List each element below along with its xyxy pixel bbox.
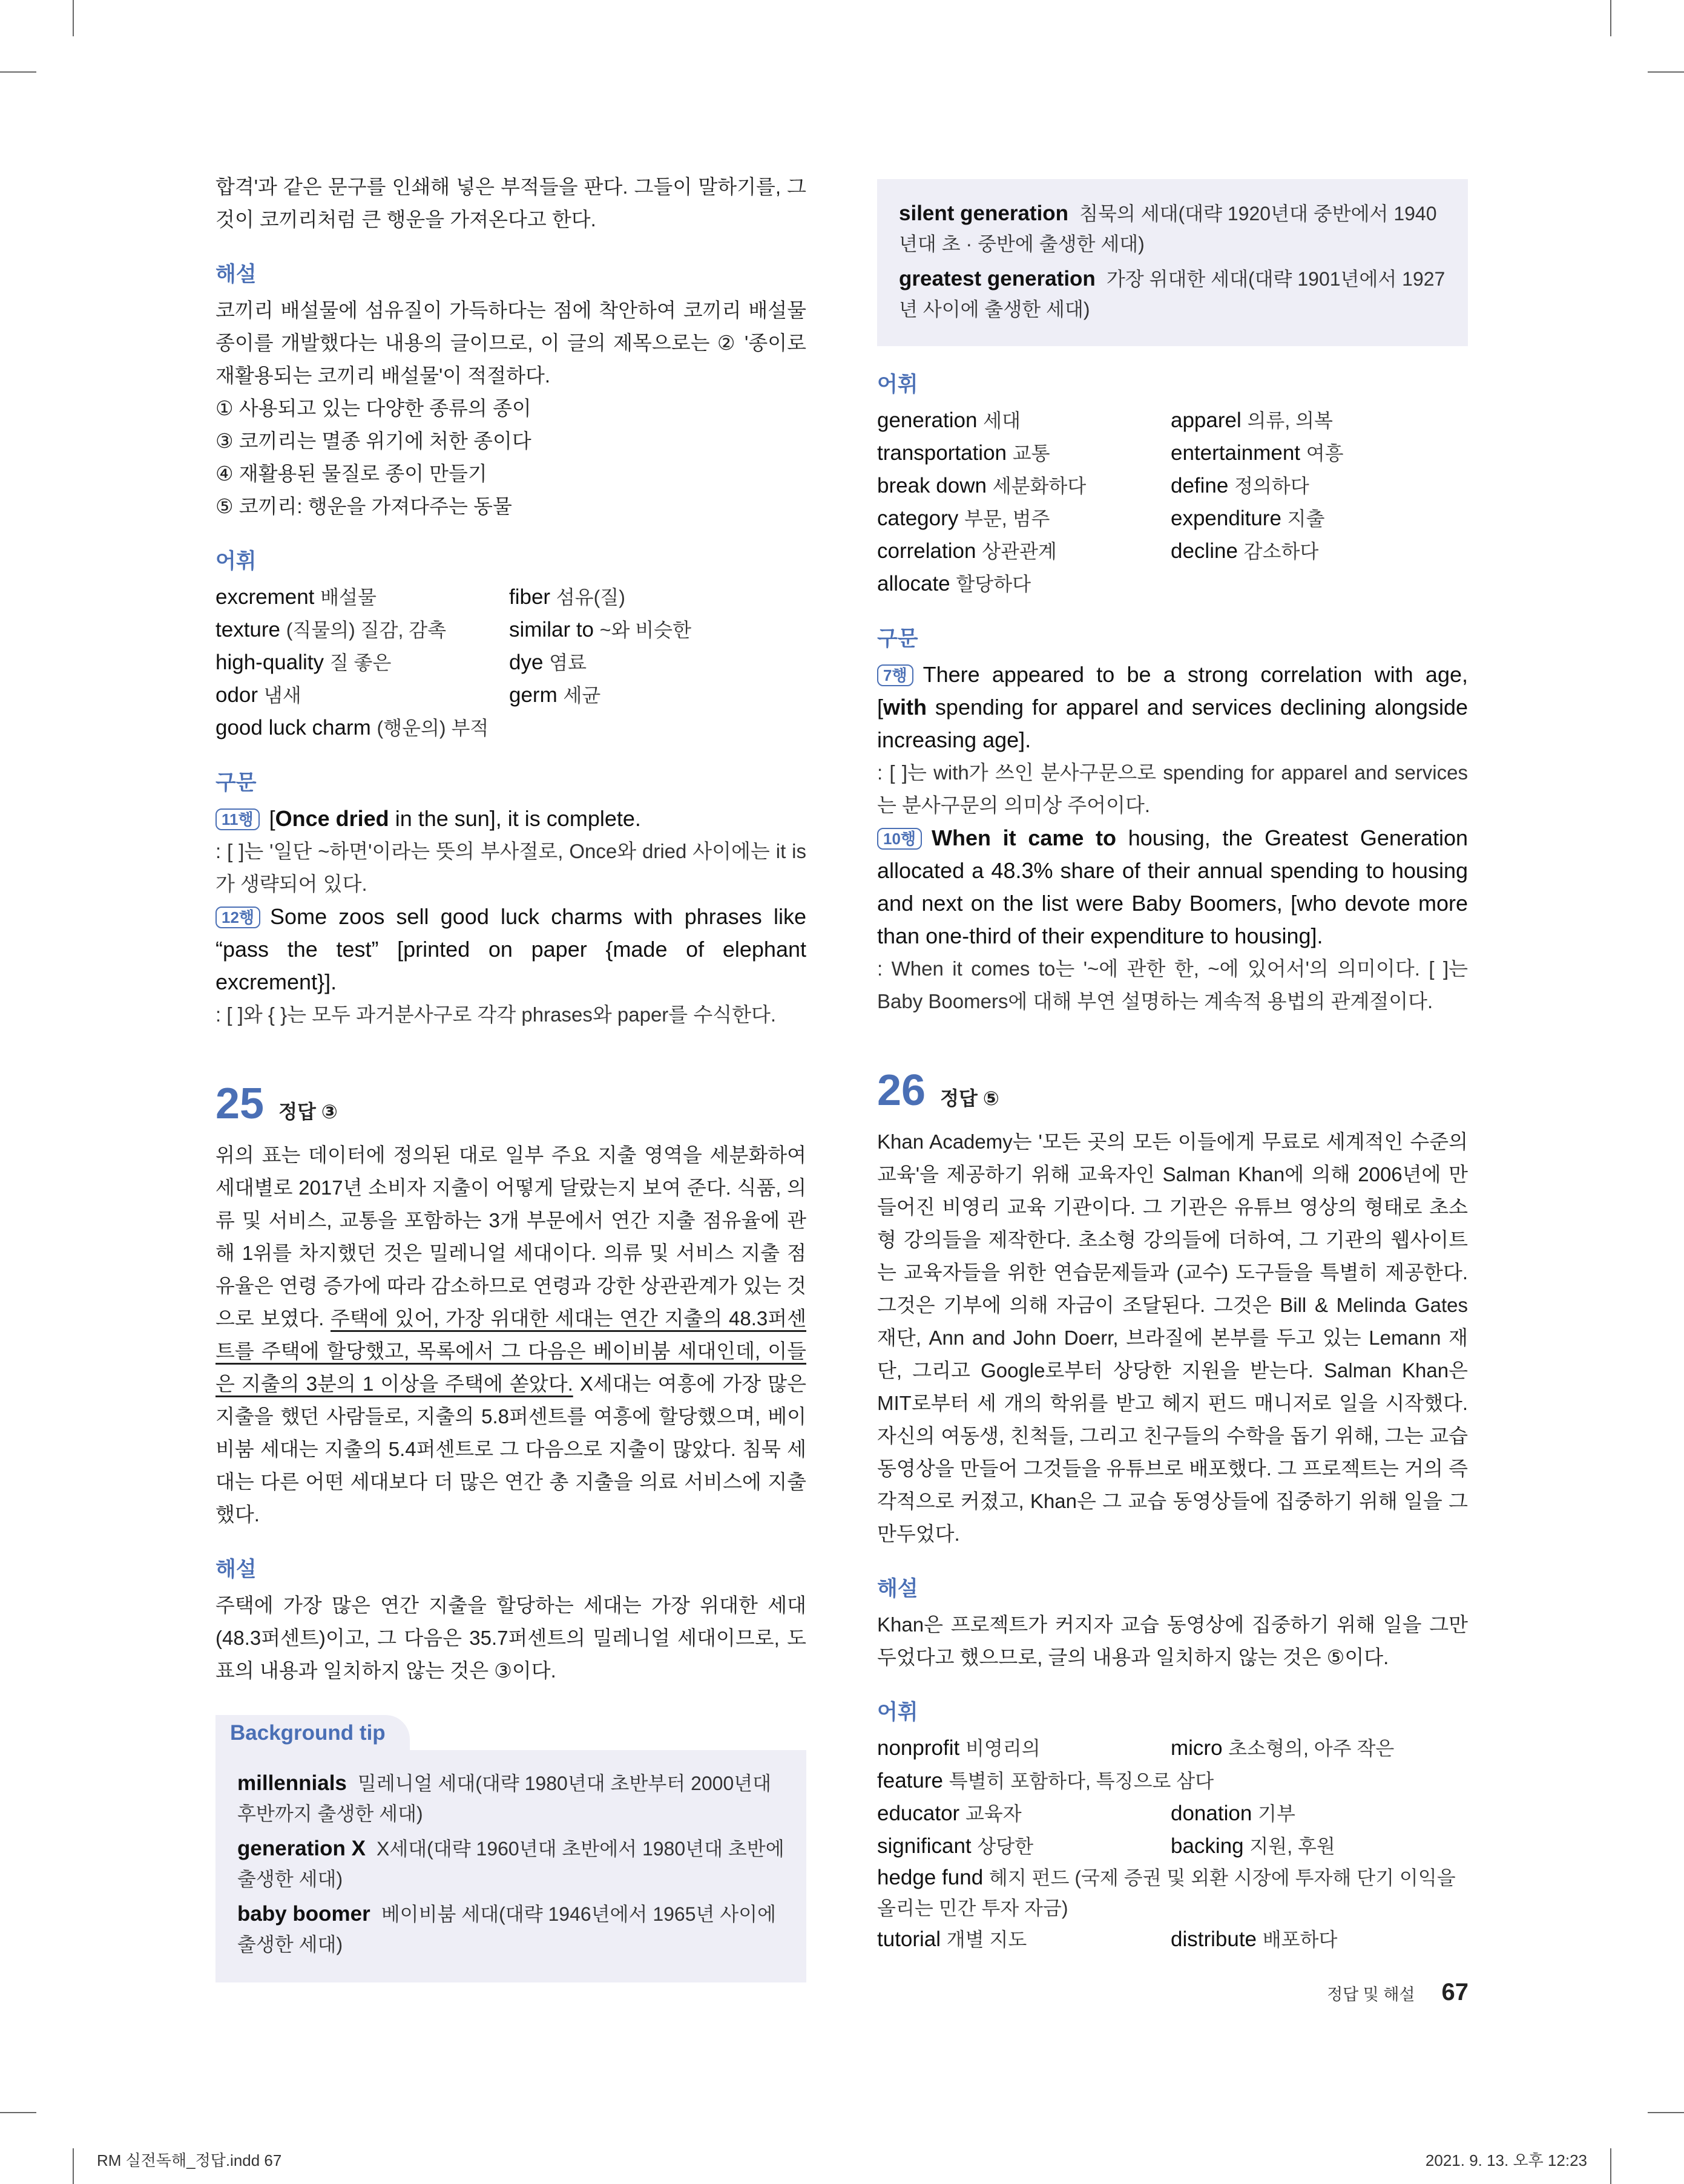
- vocab-term: break down: [877, 474, 987, 497]
- syntax-example: [877, 822, 1468, 953]
- line-badge: 10행: [877, 828, 922, 850]
- syntax-text: [: [269, 806, 275, 831]
- vocab-item: [1171, 1797, 1468, 1830]
- question-header: [215, 1080, 806, 1128]
- crop-mark: [1648, 2112, 1684, 2113]
- explanation-heading: 해설: [215, 263, 257, 286]
- vocab-term: excrement: [215, 585, 315, 609]
- vocab-meaning: 섬유(질): [556, 586, 625, 608]
- vocab-meaning: 세분화하다: [992, 475, 1087, 497]
- vocab-item: [215, 679, 509, 712]
- vocab-term: fiber: [509, 585, 551, 609]
- underlined-sentence: 주택에 있어, 가장 위대한 세대는 연간 지출의 48.3퍼센트를 주택에 할당했고, 목록에서 그 다음은 베이비붐 세대인데, 이들은 지출의 3분의 1 이상을 주택에 쏟았다.: [215, 1307, 806, 1395]
- vocab-list: [877, 404, 1468, 600]
- vocab-meaning: 염료: [549, 652, 587, 674]
- crop-mark: [0, 71, 36, 73]
- vocab-meaning: 교육자: [965, 1803, 1022, 1825]
- crop-mark: [1610, 0, 1611, 36]
- vocab-term: educator: [877, 1802, 960, 1825]
- vocab-item: [215, 646, 509, 679]
- vocab-meaning: ~와 비슷한: [599, 619, 691, 641]
- tip-term: greatest generation: [899, 267, 1096, 290]
- vocab-meaning: (행운의) 부적: [377, 717, 489, 739]
- vocab-meaning: 배포하다: [1262, 1929, 1338, 1950]
- tip-term: generation X: [237, 1837, 366, 1860]
- translation-body: Khan Academy는 '모든 곳의 모든 이들에게 무료로 세계적인 수준의 교육'을 제공하기 위해 교육자인 Salman Khan에 의해 2006년에 만들어진 비영리 교육 기관이다. 그 기관은 유튜브 영상의 형태로 초소형 강의들을 제작한다. 초소형 강의들에 더하여, 그 기관의 웹사이트는 교육자들을 위한 연습문제들과 (교수) 도구들을 특별히 제공한다. 그것은 기부에 의해 자금이 조달된다. 그것은 Bill & Melinda Gates 재단, Ann and John Doerr, 브라질에 본부를 두고 있는 Lemann 재단, 그리고 Google로부터 상당한 지원을 받는다. Salman Khan은 MIT로부터 세 개의 학위를 받고 헤지 펀드 매니저로 일을 시작했다. 자신의 여동생, 친척들, 그리고 친구들의 수학을 돕기 위해, 그는 교습 동영상을 만들어 그것들을 유튜브로 배포했다. 그 프로젝트는 거의 즉각적으로 커졌고, Khan은 그 교습 동영상들에 집중하기 위해 일을 그만두었다.: [877, 1130, 1468, 1545]
- vocab-term: expenditure: [1171, 507, 1281, 530]
- tip-item: [237, 1899, 784, 1959]
- vocab-term: allocate: [877, 572, 950, 595]
- vocab-meaning: 교통: [1012, 442, 1050, 464]
- vocab-item: [1171, 502, 1468, 535]
- vocab-item: [877, 535, 1171, 568]
- tip-term: silent generation: [899, 202, 1069, 225]
- vocab-meaning: 배설물: [320, 586, 377, 608]
- vocab-term: generation: [877, 408, 978, 432]
- syntax-note: : [ ]는 '일단 ~하면'이라는 뜻의 부사절로, Once와 dried 사이에는 it is가 생략되어 있다.: [215, 840, 806, 895]
- option-item: ④ 재활용된 물질로 종이 만들기: [215, 462, 487, 485]
- tip-item: [899, 264, 1446, 324]
- vocab-heading: 어휘: [877, 1700, 918, 1724]
- vocab-meaning: 초소형의, 아주 작은: [1228, 1737, 1395, 1759]
- vocab-item: [877, 1732, 1171, 1765]
- vocab-term: significant: [877, 1834, 972, 1858]
- vocab-meaning: 상당한: [977, 1835, 1034, 1857]
- tip-term: millennials: [237, 1771, 347, 1795]
- syntax-text: in the sun], it is complete.: [389, 806, 641, 831]
- vocab-meaning: 지원, 후원: [1249, 1835, 1335, 1857]
- explanation-heading: 해설: [877, 1577, 918, 1601]
- question-number: 25: [215, 1080, 265, 1128]
- option-item: ⑤ 코끼리: 행운을 가져다주는 동물: [215, 495, 512, 517]
- vocab-meaning: (직물의) 질감, 감촉: [286, 619, 447, 641]
- vocab-meaning: 질 좋은: [329, 652, 392, 674]
- vocab-meaning: 감소하다: [1243, 540, 1319, 562]
- tip-desc: X세대(대략 1960년대 초반에서 1980년대 초반에 출생한 세대): [237, 1838, 784, 1890]
- translation-body: [215, 1139, 806, 1531]
- vocab-meaning: 할당하다: [956, 573, 1031, 595]
- vocab-item: [877, 404, 1171, 437]
- syntax-text: spending for apparel and services declining alongside increasing age].: [877, 695, 1468, 752]
- vocab-item: [1171, 1923, 1468, 1956]
- explanation-body: Khan은 프로젝트가 커지자 교습 동영상에 집중하기 위해 일을 그만두었다고 했으므로, 글의 내용과 일치하지 않는 것은 ⑤이다.: [877, 1613, 1468, 1668]
- vocab-meaning: 정의하다: [1234, 475, 1309, 497]
- tip-desc: 베이비붐 세대(대략 1946년에서 1965년 사이에 출생한 세대): [237, 1903, 777, 1955]
- vocab-term: define: [1171, 474, 1229, 497]
- tip-term: baby boomer: [237, 1902, 370, 1926]
- crop-mark: [0, 2112, 36, 2113]
- tip-desc: 침묵의 세대(대략 1920년대 중반에서 1940년대 초 · 중반에 출생한 세대): [899, 203, 1437, 255]
- vocab-term: feature: [877, 1769, 943, 1792]
- explanation-heading: 해설: [215, 1558, 257, 1581]
- vocab-item: [509, 581, 806, 614]
- vocab-item: [1171, 535, 1468, 568]
- tip-item: [899, 198, 1446, 259]
- vocab-term: tutorial: [877, 1927, 941, 1951]
- vocab-heading: 어휘: [215, 549, 257, 573]
- vocab-meaning: 개별 지도: [946, 1929, 1027, 1950]
- vocab-item: [877, 1797, 1171, 1830]
- crop-mark: [73, 0, 74, 36]
- syntax-example: [215, 802, 806, 835]
- vocab-item: [877, 1863, 1468, 1923]
- footer-label: 정답 및 해설: [1327, 1986, 1415, 2004]
- vocab-term: hedge fund: [877, 1866, 984, 1889]
- syntax-heading: 구문: [215, 771, 257, 795]
- vocab-meaning: 상관관계: [982, 540, 1057, 562]
- syntax-bold: Once dried: [275, 806, 389, 831]
- crop-mark: [73, 2148, 74, 2184]
- vocab-item: [877, 470, 1171, 502]
- syntax-note: : [ ]와 { }는 모두 과거분사구로 각각 phrases와 paper를 수식한다.: [215, 1003, 777, 1026]
- syntax-example: [877, 658, 1468, 756]
- tip-item: [237, 1834, 784, 1894]
- background-tip-title: Background tip: [215, 1715, 410, 1750]
- option-list: [215, 392, 806, 523]
- explanation-body: 주택에 가장 많은 연간 지출을 할당하는 세대는 가장 위대한 세대(48.3퍼센트)이고, 그 다음은 35.7퍼센트의 밀레니얼 세대이므로, 도표의 내용과 일치하지 않는 것은 ③이다.: [215, 1594, 806, 1682]
- vocab-term: micro: [1171, 1736, 1223, 1760]
- vocab-term: backing: [1171, 1834, 1244, 1858]
- vocab-item: [877, 568, 1468, 600]
- vocab-term: high-quality: [215, 651, 324, 674]
- vocab-item: [1171, 404, 1468, 437]
- vocab-term: donation: [1171, 1802, 1252, 1825]
- vocab-item: [877, 437, 1171, 470]
- vocab-meaning: 지출: [1287, 508, 1325, 530]
- vocab-term: nonprofit: [877, 1736, 960, 1760]
- vocab-item: [1171, 1732, 1468, 1765]
- line-badge: 11행: [215, 808, 260, 830]
- syntax-heading: 구문: [877, 627, 918, 651]
- syntax-text: There appeared to be a strong correlation with age, [: [877, 662, 1468, 720]
- question-number: 26: [877, 1066, 926, 1115]
- vocab-item: [877, 1765, 1468, 1797]
- left-column: [215, 168, 806, 1982]
- slug-filename: RM 실전독해_정답.indd 67: [97, 2151, 282, 2169]
- vocab-term: entertainment: [1171, 441, 1301, 465]
- vocab-term: similar to: [509, 618, 594, 641]
- tip-desc: 가장 위대한 세대(대략 1901년에서 1927년 사이에 출생한 세대): [899, 268, 1446, 320]
- vocab-item: [1171, 437, 1468, 470]
- vocab-item: [509, 614, 806, 646]
- vocab-item: [877, 1830, 1171, 1863]
- background-tip-box: [215, 1750, 806, 1982]
- vocab-item: [215, 581, 509, 614]
- vocab-item: [877, 1923, 1171, 1956]
- tip-desc: 밀레니얼 세대(대략 1980년대 초반부터 2000년대 후반까지 출생한 세대): [237, 1772, 772, 1825]
- vocab-term: texture: [215, 618, 280, 641]
- vocab-item: [1171, 470, 1468, 502]
- syntax-note: : When it comes to는 '~에 관한 한, ~에 있어서'의 의미이다. [ ]는 Baby Boomers에 대해 부연 설명하는 계속적 용법의 관계절이다.: [877, 957, 1468, 1012]
- option-item: ③ 코끼리는 멸종 위기에 처한 종이다: [215, 430, 531, 452]
- question-header: [877, 1066, 1468, 1115]
- vocab-meaning: 세대: [983, 410, 1021, 431]
- syntax-text: housing, the Greatest Generation allocated a 48.3% share of their annual spending to housing and next on the list were Baby Boomers, [who devote more than one-third of their expenditure to housing].: [877, 825, 1469, 948]
- answer-label: 정답 ③: [278, 1101, 338, 1123]
- syntax-text: Some zoos sell good luck charms with phrases like “pass the test” [printed on paper {made of elephant excrement}].: [215, 904, 806, 994]
- line-badge: 7행: [877, 664, 913, 686]
- syntax-note: : [ ]는 with가 쓰인 분사구문으로 spending for apparel and services는 분사구문의 의미상 주어이다.: [877, 761, 1468, 816]
- vocab-term: category: [877, 507, 959, 530]
- vocab-meaning: 특별히 포함하다, 특징으로 삼다: [949, 1770, 1214, 1792]
- line-badge: 12행: [215, 907, 260, 928]
- vocab-term: apparel: [1171, 408, 1242, 432]
- vocab-meaning: 기부: [1258, 1803, 1295, 1825]
- vocab-list: [877, 1732, 1468, 1956]
- generation-tip-box: [877, 179, 1468, 346]
- vocab-meaning: 세균: [563, 684, 601, 706]
- vocab-item: [509, 679, 806, 712]
- translation-text: 위의 표는 데이터에 정의된 대로 일부 주요 지출 영역을 세분화하여 세대별로 2017년 소비자 지출이 어떻게 달랐는지 보여 준다. 식품, 의류 및 서비스, 교통을 포함하는 3개 부문에서 연간 지출 점유율에 관해 1위를 차지했던 것은 밀레니얼 세대이다. 의류 및 서비스 지출 점유율은 연령 증가에 따라 감소하므로 연령과 강한 상관관계가 있는 것으로 보였다.: [215, 1144, 806, 1330]
- vocab-item: [877, 502, 1171, 535]
- crop-mark: [1610, 2148, 1611, 2184]
- vocab-term: transportation: [877, 441, 1007, 465]
- slug-date: 2021. 9. 13. 오후 12:23: [1425, 2151, 1587, 2169]
- vocab-meaning: 의류, 의복: [1247, 410, 1333, 431]
- vocab-heading: 어휘: [877, 373, 918, 396]
- vocab-item: [509, 646, 806, 679]
- vocab-meaning: 비영리의: [965, 1737, 1041, 1759]
- vocab-meaning: 부문, 범주: [964, 508, 1050, 530]
- syntax-example: [215, 900, 806, 999]
- option-item: ① 사용되고 있는 다양한 종류의 종이: [215, 397, 531, 419]
- vocab-item: [1171, 1830, 1468, 1863]
- vocab-list: [215, 581, 806, 744]
- vocab-item: [215, 712, 806, 744]
- vocab-term: odor: [215, 683, 258, 707]
- vocab-meaning: 여흥: [1306, 442, 1344, 464]
- right-column: [877, 179, 1468, 1956]
- vocab-term: distribute: [1171, 1927, 1257, 1951]
- syntax-bold: with: [883, 695, 927, 720]
- explanation-body: 코끼리 배설물에 섬유질이 가득하다는 점에 착안하여 코끼리 배설물 종이를 개발했다는 내용의 글이므로, 이 글의 제목으로는 ② '종이로 재활용되는 코끼리 배설물'이 적절하다.: [215, 299, 806, 387]
- translation-text: X세대는 여흥에 가장 많은 지출을 했던 사람들로, 지출의 5.8퍼센트를 여흥에 할당했으며, 베이비붐 세대는 지출의 5.4퍼센트로 그 다음으로 지출이 많았다. 침묵 세대는 다른 어떤 세대보다 더 많은 연간 총 지출을 의료 서비스에 지출했다.: [215, 1372, 807, 1526]
- vocab-meaning: 냄새: [263, 684, 301, 706]
- vocab-term: germ: [509, 683, 557, 707]
- vocab-term: dye: [509, 651, 544, 674]
- page-number: 67: [1441, 1979, 1469, 2005]
- intro-paragraph: 합격'과 같은 문구를 인쇄해 넣은 부적들을 판다. 그들이 말하기를, 그것이 코끼리처럼 큰 행운을 가져온다고 한다.: [215, 175, 806, 231]
- vocab-term: good luck charm: [215, 716, 371, 739]
- vocab-term: decline: [1171, 539, 1238, 563]
- tip-item: [237, 1768, 784, 1829]
- vocab-item: [215, 614, 509, 646]
- page-footer: [1327, 1979, 1469, 2006]
- crop-mark: [1648, 71, 1684, 73]
- answer-label: 정답 ⑤: [940, 1087, 999, 1109]
- syntax-bold: When it came to: [932, 825, 1117, 850]
- vocab-meaning: 헤지 펀드 (국제 증권 및 외환 시장에 투자해 단기 이익을 올리는 민간 투자 자금): [877, 1867, 1456, 1919]
- vocab-term: correlation: [877, 539, 976, 563]
